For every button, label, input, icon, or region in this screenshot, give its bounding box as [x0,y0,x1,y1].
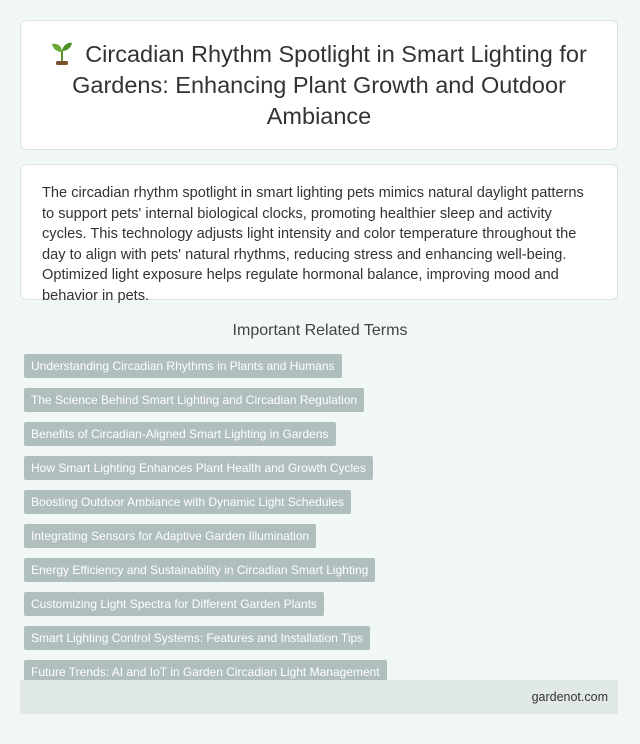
related-term-tag[interactable]: The Science Behind Smart Lighting and Circadian Regulation [24,388,364,412]
related-term-tag[interactable]: Integrating Sensors for Adaptive Garden Illumination [24,524,316,548]
title-card [20,20,618,150]
related-term-tag[interactable]: Benefits of Circadian-Aligned Smart Lighting in Gardens [24,422,336,446]
related-term-tag[interactable]: How Smart Lighting Enhances Plant Health and Growth Cycles [24,456,373,480]
sprout-icon [51,39,73,65]
page-title [51,39,587,132]
footer-site-link[interactable]: gardenot.com [531,690,608,704]
related-terms-list [24,354,614,694]
related-term-tag[interactable]: Future Trends: AI and IoT in Garden Circadian Light Management [24,660,387,684]
related-terms-heading: Important Related Terms [232,322,408,339]
summary-card [20,164,618,304]
related-term-tag[interactable]: Boosting Outdoor Ambiance with Dynamic Light Schedules [24,490,351,514]
page-title-text: Circadian Rhythm Spotlight in Smart Lighting for Gardens: Enhancing Plant Growth and Outdoor Ambiance [72,40,587,129]
related-term-tag[interactable]: Energy Efficiency and Sustainability in Circadian Smart Lighting [24,558,375,582]
related-term-tag[interactable]: Understanding Circadian Rhythms in Plants and Humans [24,354,342,378]
summary-text: The circadian rhythm spotlight in smart lighting pets mimics natural daylight patterns to support pets' internal biological clocks, promoting healthier sleep and activity cycles. This technology adjusts light intensity and color temperature throughout the day to align with pets' natural rhythms, reducing stress and enhancing well-being. Optimized light exposure helps regulate hormonal balance, improving mood and behavior in pets. [42,185,584,304]
related-term-tag[interactable]: Customizing Light Spectra for Different Garden Plants [24,592,324,616]
footer [20,680,618,714]
related-term-tag[interactable]: Smart Lighting Control Systems: Features and Installation Tips [24,626,370,650]
